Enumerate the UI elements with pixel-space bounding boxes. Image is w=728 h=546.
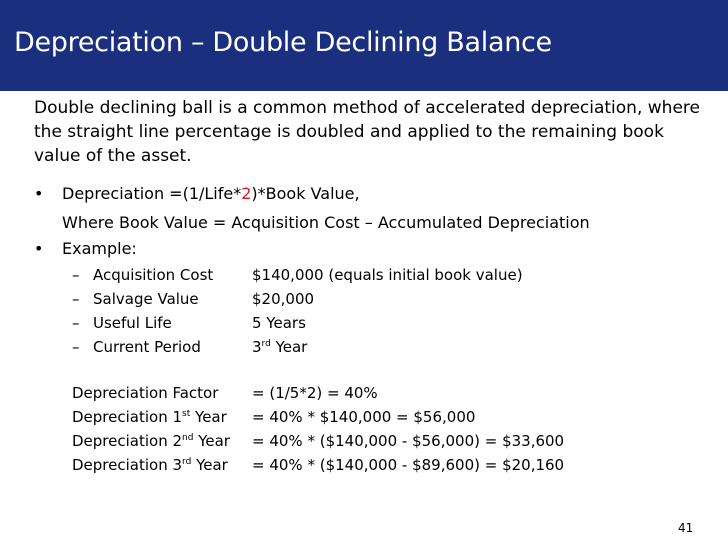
formula-suffix: )*Book Value, [251,184,360,203]
dash-marker: – [72,266,80,284]
calc-label: Depreciation 1st Year [72,408,227,426]
calc-value: = (1/5*2) = 40% [252,384,378,402]
calc-value: = 40% * ($140,000 - $56,000) = $33,600 [252,432,565,450]
intro-paragraph: Double declining ball is a common method of accelerated depreciation, where the straight line percentage is doubled and applied to the remaining book value of the asset. [34,98,700,166]
item-value: $140,000 (equals initial book value) [252,266,523,284]
item-label: Useful Life [93,314,172,332]
bullet-marker: • [34,239,44,258]
example-label: Example: [62,239,137,258]
formula-continuation: Where Book Value = Acquisition Cost – Accumulated Depreciation [62,213,590,232]
dash-marker: – [72,290,80,308]
calc-value: = 40% * $140,000 = $56,000 [252,408,476,426]
item-value: $20,000 [252,290,315,308]
formula-highlight: 2 [241,184,252,203]
item-value: 5 Years [252,314,306,332]
item-label: Acquisition Cost [93,266,214,284]
item-label: Current Period [93,338,201,356]
item-value: 3rd Year [252,338,308,356]
formula-prefix: Depreciation =(1/Life* [62,184,242,203]
bullet-marker: • [34,184,44,203]
dash-marker: – [72,338,80,356]
calc-label: Depreciation Factor [72,384,219,402]
formula-text [62,184,360,203]
calc-value: = 40% * ($140,000 - $89,600) = $20,160 [252,456,565,474]
calc-label: Depreciation 3rd Year [72,456,228,474]
dash-marker: – [72,314,80,332]
calc-label: Depreciation 2nd Year [72,432,230,450]
page-number: 41 [678,521,694,535]
item-label: Salvage Value [93,290,199,308]
title-bar [0,0,728,91]
slide-title: Depreciation – Double Declining Balance [14,27,552,58]
